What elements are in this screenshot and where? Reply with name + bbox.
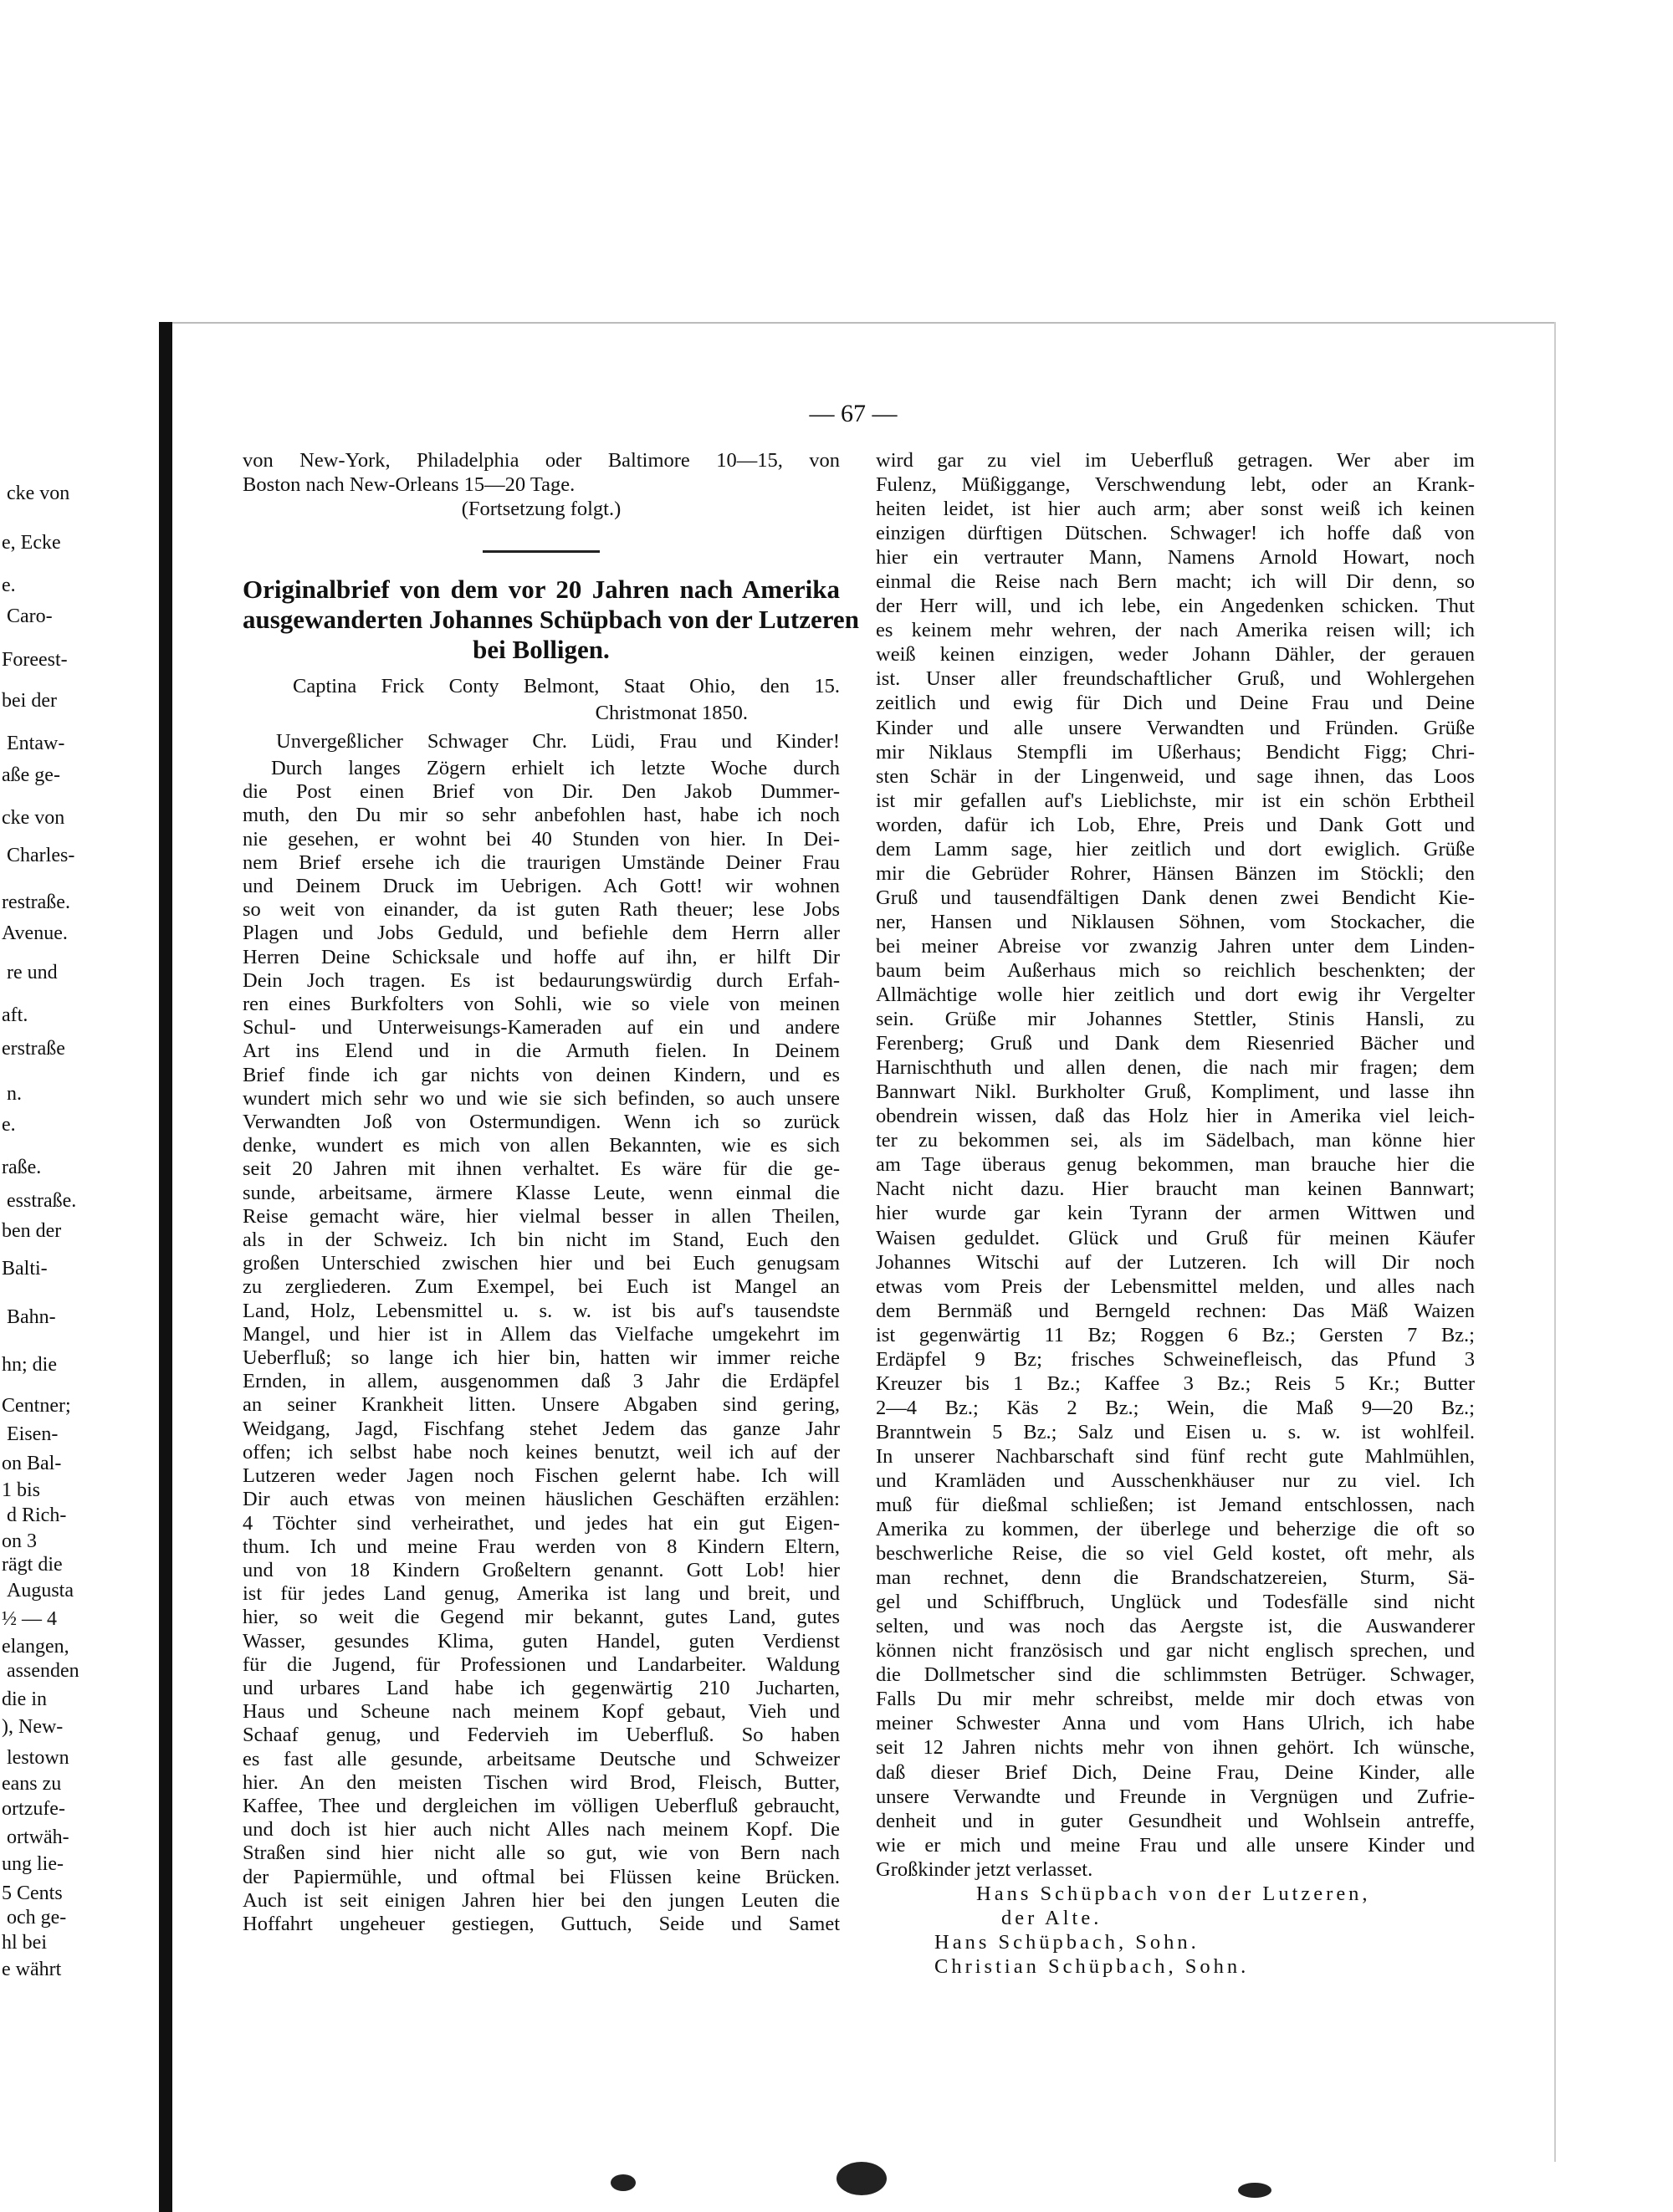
fragment-line: Charles- xyxy=(7,845,75,866)
fragment-line: hn; die xyxy=(2,1354,57,1376)
body-line: wird gar zu viel im Ueberfluß getragen. Wer aber im xyxy=(876,449,1475,472)
body-line: Lutzeren weder Jagen noch Fischen gelernt habe. Ich will xyxy=(243,1464,840,1488)
fragment-line: aft. xyxy=(2,1004,28,1026)
fragment-line: aße ge- xyxy=(2,764,60,786)
letter-body-left xyxy=(243,757,840,1936)
body-line: Erdäpfel 9 Bz; frisches Schweinefleisch, das Pfund 3 xyxy=(876,1347,1475,1371)
fragment-line: elangen, xyxy=(2,1636,69,1658)
page-number: — 67 — xyxy=(809,400,898,427)
body-line: heiten leidet, ist hier auch arm; aber sonst weiß ich keinen xyxy=(876,498,1475,521)
body-line: Land, Holz, Lebensmittel u. s. w. ist bis auf's tausendste xyxy=(243,1299,840,1322)
signature-line: Hans Schüpbach von der Lutzeren, xyxy=(976,1882,1371,1905)
signature-line: der Alte. xyxy=(1001,1906,1103,1929)
body-line: ist für jedes Land genug, Amerika ist lang und breit, und xyxy=(243,1582,840,1606)
right-column xyxy=(876,448,1475,1979)
body-line: Schaaf genug, und Federvieh im Ueberfluß. So haben xyxy=(243,1724,840,1747)
body-line: Ueberfluß; so lange ich hier bin, hatten wir immer reiche xyxy=(243,1346,840,1370)
body-line: ner, Hansen und Niklausen Söhnen, vom Stockacher, die xyxy=(876,910,1475,933)
article-title-line: ausgewanderten Johannes Schüpbach von der Lutzeren xyxy=(243,605,859,634)
body-line: die Dollmetscher sind die schlimmsten Betrüger. Schwager, xyxy=(876,1663,1475,1687)
body-line: ist mir gefallen auf's Lieblichste, mir ist ein schön Erbtheil xyxy=(876,789,1475,812)
fragment-line: 1 bis xyxy=(2,1479,41,1501)
body-line: Johannes Witschi auf der Lutzeren. Ich will Dir noch xyxy=(876,1250,1475,1274)
page-edge-right xyxy=(1554,322,1556,2162)
body-line: Harnischthuth und allen denen, die nach mir fragen; dem xyxy=(876,1056,1475,1080)
body-line: dem Bernmäß und Berngeld rechnen: Das Mäß Waizen xyxy=(876,1299,1475,1322)
fragment-line: ½ — 4 xyxy=(2,1608,57,1630)
scan-artifact xyxy=(1238,2183,1271,2198)
fragment-line: d Rich- xyxy=(7,1504,67,1526)
body-line: nie gesehen, er wohnt bei 40 Stunden von hier. In Dei- xyxy=(243,827,840,851)
body-line: Wasser, gesundes Klima, guten Handel, guten Verdienst xyxy=(243,1629,840,1653)
body-line: Art ins Elend und in die Armuth fielen. In Deinem xyxy=(243,1040,840,1063)
fragment-line: ), New- xyxy=(2,1716,64,1738)
body-line: Weidgang, Jagd, Fischfang stehet Jedem das ganze Jahr xyxy=(243,1417,840,1440)
body-line: hier ein vertrauter Mann, Namens Arnold Howart, noch xyxy=(876,546,1475,570)
fragment-line: Augusta xyxy=(7,1580,74,1602)
body-line: einmal die Reise nach Bern macht; ich will Dir denn, so xyxy=(876,570,1475,594)
body-line: Dir auch etwas von meinen häuslichen Geschäften erzählen: xyxy=(243,1488,840,1511)
body-line: unsere Verwandte und Freunde in Vergnügen und Zufrie- xyxy=(876,1785,1475,1808)
body-line: Brief finde ich gar nichts von deinen Kindern, und es xyxy=(243,1063,840,1086)
body-line: Bannwart Nikl. Burkholter Gruß, Kompliment, und lasse ihn xyxy=(876,1080,1475,1104)
body-line: Plagen und Jobs Geduld, und befiehle dem Herrn aller xyxy=(243,922,840,945)
fragment-line: die in xyxy=(2,1688,47,1710)
body-line: meiner Schwester Anna und vom Hans Ulrich, ich habe xyxy=(876,1712,1475,1735)
body-line: Hoffahrt ungeheuer gestiegen, Guttuch, Seide und Samet xyxy=(243,1912,840,1935)
letter-date: Christmonat 1850. xyxy=(595,702,748,724)
body-line: Amerika zu kommen, der überlege und beherzige die oft so xyxy=(876,1518,1475,1541)
body-line: wie er mich und meine Frau und alle unsere Kinder und xyxy=(876,1833,1475,1857)
article-title-line: bei Bolligen. xyxy=(473,635,610,664)
body-line: sunde, arbeitsame, ärmere Klasse Leute, wenn einmal die xyxy=(243,1181,840,1204)
body-line: zeitlich und ewig für Dich und Deine Frau und Deine xyxy=(876,692,1475,715)
body-line: Waisen geduldet. Glück und Gruß für meinen Käufer xyxy=(876,1226,1475,1249)
body-line: Schul- und Unterweisungs-Kameraden auf ein und andere xyxy=(243,1016,840,1040)
body-line: Kinder und alle unsere Verwandten und Fründen. Grüße xyxy=(876,716,1475,739)
signatures xyxy=(876,1882,1475,1979)
body-line: 4 Töchter sind verheirathet, und jedes hat ein gut Eigen- xyxy=(243,1511,840,1535)
body-line: muß für dießmal schließen; ist Jemand entschlossen, nach xyxy=(876,1494,1475,1517)
body-line: offen; ich selbst habe noch keines benutzt, weil ich auf der xyxy=(243,1440,840,1464)
fragment-line: 5 Cents xyxy=(2,1882,63,1904)
body-line: bei meiner Abreise vor zwanzig Jahren unter dem Linden- xyxy=(876,934,1475,958)
body-line: Nacht nicht dazu. Hier braucht man keinen Bannwart; xyxy=(876,1178,1475,1201)
fragment-line: Foreest- xyxy=(2,649,68,671)
body-line: ter zu bekommen sei, als im Sädelbach, man könne hier xyxy=(876,1129,1475,1152)
body-line: Verwandten Joß von Ostermundigen. Wenn ich so zurück xyxy=(243,1111,840,1134)
body-line: Durch langes Zögern erhielt ich letzte Woche durch xyxy=(271,757,840,779)
body-line: In unserer Nachbarschaft sind fünf recht gute Mahlmühlen, xyxy=(876,1444,1475,1468)
fragment-line: e, Ecke xyxy=(2,532,61,554)
body-line: mir die Gebrüder Rohrer, Hänsen Bänzen im Stöckli; den xyxy=(876,861,1475,885)
body-line: ren eines Burkfolters von Sohli, wie so viele von meinen xyxy=(243,993,840,1016)
intro-line: von New-York, Philadelphia oder Baltimore 10—15, von xyxy=(243,449,840,472)
signature-line: Hans Schüpbach, Sohn. xyxy=(934,1930,1200,1954)
body-line: zu zergliederen. Zum Exempel, bei Euch ist Mangel an xyxy=(243,1275,840,1299)
body-line: als in der Schweiz. Ich bin nicht im Stand, Euch den xyxy=(243,1229,840,1252)
body-line: denke, wundert es mich von allen Bekannten, wie es sich xyxy=(243,1134,840,1157)
continued-note: (Fortsetzung folgt.) xyxy=(461,498,622,520)
fragment-line: on 3 xyxy=(2,1530,37,1552)
page-edge-top xyxy=(167,322,1556,324)
fragment-line: Entaw- xyxy=(7,733,65,754)
body-line: Auch ist seit einigen Jahren hier bei den jungen Leuten die xyxy=(243,1888,840,1912)
body-line: hier, so weit die Gegend mir bekannt, gutes Land, gutes xyxy=(243,1606,840,1629)
body-line: können nicht französisch und gar nicht englisch sprechen, und xyxy=(876,1639,1475,1663)
body-line: Großkinder jetzt verlasset. xyxy=(876,1857,1093,1881)
fragment-line: Avenue. xyxy=(2,922,68,944)
body-line: Kreuzer bis 1 Bz.; Kaffee 3 Bz.; Reis 5 Kr.; Butter xyxy=(876,1372,1475,1395)
body-line: beschwerliche Reise, die so viel Geld kostet, oft mehr, als xyxy=(876,1542,1475,1566)
fragment-line: cke von xyxy=(2,807,65,829)
body-line: sten Schär in der Lingenweid, und sage ihnen, das Loos xyxy=(876,764,1475,788)
body-line: obendrein wissen, daß das Holz hier in Amerika viel leich- xyxy=(876,1105,1475,1128)
fragment-line: cke von xyxy=(7,483,70,504)
letter-salutation: Unvergeßlicher Schwager Chr. Lüdi, Frau und Kinder! xyxy=(276,730,840,753)
binding-shadow xyxy=(159,322,172,2212)
body-line: und von 18 Kindern Großeltern genannt. Gott Lob! hier xyxy=(243,1558,840,1581)
fragment-line: bei der xyxy=(2,690,57,712)
fragment-line: raße. xyxy=(2,1157,42,1178)
body-line: der Papiermühle, und oftmal bei Flüssen keine Brücken. xyxy=(243,1865,840,1888)
fragment-line: Balti- xyxy=(2,1258,48,1280)
body-line: baum beim Außerhaus mich so reichlich beschenkten; der xyxy=(876,958,1475,982)
body-line: es fast alle gesunde, arbeitsame Deutsche und Schweizer xyxy=(243,1747,840,1770)
fragment-line: ortwäh- xyxy=(7,1826,69,1848)
body-line: dem Lamm sage, hier zeitlich und dort ewiglich. Grüße xyxy=(876,837,1475,861)
body-line: Straßen sind hier nicht alle so gut, wie von Bern nach xyxy=(243,1842,840,1865)
body-line: Haus und Scheune nach meinem Kopf gebaut, Vieh und xyxy=(243,1700,840,1724)
fragment-line: rägt die xyxy=(2,1554,63,1576)
fragment-line: e. xyxy=(2,575,16,596)
fragment-line: restraße. xyxy=(2,891,70,913)
body-line: Branntwein 5 Bz.; Salz und Eisen u. s. w. ist wohlfeil. xyxy=(876,1420,1475,1443)
body-line: seit 20 Jahren mit ihnen verhaltet. Es wäre für die ge- xyxy=(243,1157,840,1181)
left-column xyxy=(243,448,859,1936)
body-line: hier. An den meisten Tischen wird Brod, Fleisch, Butter, xyxy=(243,1770,840,1794)
body-line: Fulenz, Müßiggange, Verschwendung lebt, oder an Krank- xyxy=(876,473,1475,497)
body-line: Gruß und tausendfältigen Dank denen zwei Bendicht Kie- xyxy=(876,886,1475,909)
body-line: daß dieser Brief Dich, Deine Frau, Deine Kinder, alle xyxy=(876,1760,1475,1784)
body-line: einzigen dürftigen Dütschen. Schwager! ich hoffe daß von xyxy=(876,522,1475,545)
body-line: Ernden, in allem, ausgenommen daß 3 Jahr die Erdäpfel xyxy=(243,1370,840,1393)
body-line: und urbares Land habe ich gegenwärtig 210 Jucharten, xyxy=(243,1676,840,1699)
body-line: hier wurde gar kein Tyrann der armen Wittwen und xyxy=(876,1202,1475,1225)
fragment-line: ortzufe- xyxy=(2,1798,65,1820)
body-line: selten, und was noch das Aergste ist, die Auswanderer xyxy=(876,1615,1475,1638)
body-line: wundert mich sehr wo und wie sie sich befinden, so auch unsere xyxy=(243,1086,840,1110)
body-line: am Tage überaus genug bekommen, man brauche hier die xyxy=(876,1153,1475,1177)
fragment-line: lestown xyxy=(7,1747,69,1769)
body-line: etwas vom Preis der Lebensmittel melden, und alles nach xyxy=(876,1275,1475,1298)
signature-line: Christian Schüpbach, Sohn. xyxy=(934,1954,1250,1978)
body-line: und Deinem Druck im Uebrigen. Ach Gott! wir wohnen xyxy=(243,875,840,898)
body-line: Falls Du mir mehr schreibst, melde mir doch etwas von xyxy=(876,1688,1475,1711)
fragment-line: assenden xyxy=(7,1660,79,1682)
body-line: und Kramläden und Ausschenkhäuser nur zu viel. Ich xyxy=(876,1469,1475,1492)
fragment-line: eans zu xyxy=(2,1773,62,1795)
body-line: sein. Grüße mir Johannes Stettler, Stinis Hansli, zu xyxy=(876,1008,1475,1031)
fragment-line: Eisen- xyxy=(7,1423,59,1445)
body-line: ist. Unser aller freundschaftlicher Gruß, und Wohlergehen xyxy=(876,667,1475,691)
fragment-line: erstraße xyxy=(2,1038,65,1060)
body-line: Mangel, und hier ist in Allem das Vielfache umgekehrt im xyxy=(243,1322,840,1346)
body-line: gel und Schiffbruch, Unglück und Todesfälle sind nicht xyxy=(876,1591,1475,1614)
fragment-line: on Bal- xyxy=(2,1453,62,1474)
body-line: muth, den Du mir so sehr anbefohlen hast, habe ich noch xyxy=(243,804,840,827)
fragment-line: e. xyxy=(2,1114,16,1136)
fragment-line: Caro- xyxy=(7,605,53,627)
body-line: Dein Joch tragen. Es ist bedaurungswürdig durch Erfah- xyxy=(243,968,840,992)
body-line: Ferenberg; Gruß und Dank dem Riesenried Bächer und xyxy=(876,1032,1475,1055)
letter-place: Captina Frick Conty Belmont, Staat Ohio, den 15. xyxy=(293,675,840,697)
letter-body-right xyxy=(876,448,1475,1882)
fragment-line: re und xyxy=(7,962,58,983)
body-line: seit 12 Jahren nichts mehr von ihnen gehört. Ich wünsche, xyxy=(876,1736,1475,1760)
fragment-line: ben der xyxy=(2,1220,62,1242)
scan-artifact xyxy=(836,2162,887,2195)
fragment-line: hl bei xyxy=(2,1932,47,1954)
fragment-line: Bahn- xyxy=(7,1306,56,1328)
body-line: nem Brief ersehe ich die traurigen Umstände Deiner Frau xyxy=(243,851,840,874)
fragment-line: och ge- xyxy=(7,1907,67,1928)
body-line: Herren Deine Schicksale und hoffe auf ihn, er hilft Dir xyxy=(243,945,840,968)
body-line: thum. Ich und meine Frau werden von 8 Kindern Eltern, xyxy=(243,1535,840,1558)
scan-artifact xyxy=(611,2174,636,2191)
fragment-line: e währt xyxy=(2,1959,62,1980)
fragment-line: esstraße. xyxy=(7,1190,77,1212)
body-line: und doch ist hier auch nicht Alles nach meinem Kopf. Die xyxy=(243,1818,840,1842)
body-line: der Herr will, und ich lebe, ein Angedenken schicken. Thut xyxy=(876,595,1475,618)
body-line: denheit und in guter Gesundheit und Wohlsein antreffe, xyxy=(876,1809,1475,1832)
fragment-line: Centner; xyxy=(2,1395,71,1417)
body-line: man rechnet, denn die Brandschatzereien, Sturm, Sä- xyxy=(876,1566,1475,1590)
body-line: 2—4 Bz.; Käs 2 Bz.; Wein, die Maß 9—20 Bz.; xyxy=(876,1396,1475,1419)
body-line: worden, dafür ich Lob, Ehre, Preis und Dank Gott und xyxy=(876,813,1475,836)
body-line: Allmächtige wolle hier zeitlich und dort ewig ihr Vergelter xyxy=(876,983,1475,1007)
body-line: Reise gemacht wäre, hier vielmal besser in allen Theilen, xyxy=(243,1204,840,1228)
body-line: so weit von einander, da ist guten Rath theuer; lese Jobs xyxy=(243,898,840,922)
body-line: mir Niklaus Stempfli im Ußerhaus; Bendicht Figg; Chri- xyxy=(876,740,1475,764)
body-line: ist gegenwärtig 11 Bz; Roggen 6 Bz.; Gersten 7 Bz.; xyxy=(876,1323,1475,1346)
article-title-line: Originalbrief von dem vor 20 Jahren nach Amerika xyxy=(243,575,840,604)
fragment-line: n. xyxy=(7,1083,22,1105)
intro-line: Boston nach New-Orleans 15—20 Tage. xyxy=(243,473,576,496)
fragment-line: ung lie- xyxy=(2,1853,64,1875)
body-line: für die Jugend, für Professionen und Landarbeiter. Waldung xyxy=(243,1653,840,1676)
body-line: an seiner Krankheit litten. Unsere Abgaben sind gering, xyxy=(243,1393,840,1417)
body-line: es keinem mehr wehren, der nach Amerika reisen will; ich xyxy=(876,619,1475,642)
body-line: die Post einen Brief von Dir. Den Jakob Dummer- xyxy=(243,780,840,804)
body-line: Kaffee, Thee und dergleichen im völligen Ueberfluß gebraucht, xyxy=(243,1794,840,1817)
body-line: weiß keinen einzigen, weder Johann Dähler, der gerauen xyxy=(876,643,1475,667)
body-line: großen Unterschied zwischen hier und bei Euch genugsam xyxy=(243,1252,840,1275)
